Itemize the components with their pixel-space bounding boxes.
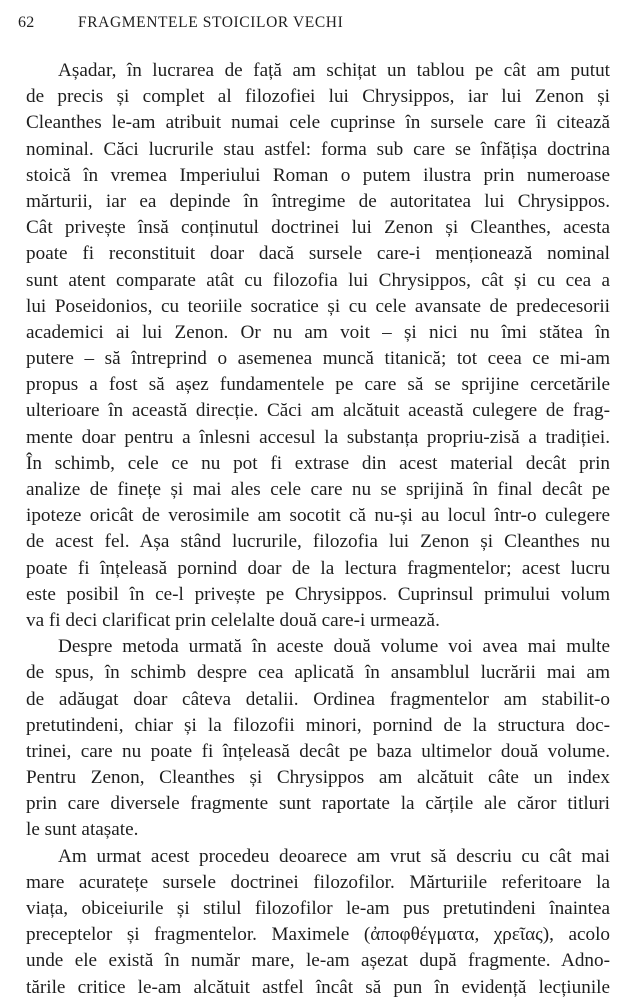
text-line: de acest fel. Așa stând lucrurile, filozofia lui Zenon și Cleanthes nu	[26, 531, 610, 553]
page-number: 62	[18, 14, 35, 31]
text-line: academici ai lui Zenon. Or nu am voit – și nici nu îmi stătea în	[26, 321, 610, 343]
text-line: Cleanthes le-am atribuit numai cele cuprinse în sursele care îi citează	[26, 112, 610, 134]
text-line: Despre metoda urmată în aceste două volume voi avea mai multe	[58, 636, 610, 658]
paragraph	[26, 634, 610, 844]
text-line: de precis și complet al filozofiei lui Chrysippos, iar lui Zenon și	[26, 86, 610, 108]
text-line: lui Poseidonios, cu teoriile socratice și cu cele avansate de predecesorii	[26, 295, 610, 317]
text-line: viața, obiceiurile și stilul filozofilor le-am pus pretutindeni înaintea	[26, 898, 610, 919]
text-line: stoică în vremea Imperiului Roman o putem ilustra prin numeroase	[26, 164, 610, 186]
text-line: În schimb, cele ce nu pot fi extrase din acest material decât prin	[26, 452, 610, 474]
paragraphs	[26, 58, 610, 1000]
text-line: le sunt atașate.	[26, 819, 139, 841]
text-line: analize de finețe și mai ales cele care nu se sprijină în final decât pe	[26, 479, 610, 500]
body-text	[26, 58, 610, 1000]
text-line: sunt atent comparate atât cu filozofia lui Chrysippos, cât și cu cea a	[26, 269, 610, 291]
text-line: Cât privește însă conținutul doctrinei lui Zenon și Cleanthes, acesta	[26, 217, 610, 239]
text-line: Am urmat acest procedeu deoarece am vrut să descriu cu cât mai	[58, 845, 610, 867]
text-line: Așadar, în lucrarea de față am schițat un tablou pe cât am putut	[58, 60, 610, 81]
text-line: mărturii, iar ea depinde în întregime de autoritatea lui Chrysippos.	[26, 190, 610, 212]
text-line: va fi deci clarificat prin celelalte două care-i urmează.	[26, 609, 440, 631]
paragraph	[26, 844, 610, 1000]
text-line: poate fi înțeleasă pornind doar de la lectura fragmentelor; acest lucru	[26, 557, 610, 579]
text-line: ipoteze oricât de verosimile am socotit că nu-și au locul într-o culegere	[26, 505, 610, 527]
text-line: prin care diversele fragmente sunt raportate la cărțile ale căror titluri	[26, 793, 610, 815]
text-line: tările critice le-am alcătuit astfel încât să pun în evidență lecțiunile	[26, 976, 610, 998]
text-line: ulterioare în această direcție. Căci am alcătuit această culegere de frag-	[26, 400, 610, 422]
text-line: de spus, în schimb despre cea aplicată în ansamblul lucrării mai am	[26, 662, 610, 684]
running-title: FRAGMENTELE STOICILOR VECHI	[78, 14, 344, 31]
text-line: mare acuratețe sursele doctrinei filozofilor. Mărturiile referitoare la	[26, 871, 610, 893]
text-line: poate fi reconstituit doar dacă sursele care-i menționează nominal	[26, 243, 610, 265]
text-line: putere – să întreprind o asemenea muncă titanică; tot ceea ce mi-am	[26, 348, 610, 370]
text-line: Pentru Zenon, Cleanthes și Chrysippos am alcătuit câte un index	[26, 767, 610, 789]
text-line: este posibil în ce-l privește pe Chrysippos. Cuprinsul primului volum	[26, 583, 610, 605]
text-line: unde ele există în număr mare, le-am așezat după fragmente. Adno-	[26, 950, 610, 972]
text-line: mente doar pentru a înlesni accesul la substanța propriu-zisă a tradiției.	[26, 426, 610, 448]
text-line: pretutindeni, chiar și la filozofii minori, pornind de la structura doc-	[26, 714, 610, 736]
text-line: propus a fost să așez fundamentele pe care să se sprijine cercetările	[26, 374, 610, 396]
running-head	[18, 10, 605, 36]
text-line: trinei, care nu poate fi înțeleasă decât pe baza ultimelor două volume.	[26, 740, 610, 762]
paragraph	[26, 58, 610, 634]
text-line: nominal. Căci lucrurile stau astfel: forma sub care se înfățișa doctrina	[26, 138, 610, 160]
text-line: preceptelor și fragmentelor. Maximele (ἀποφθέγματα, χρεῖας), acolo	[26, 924, 610, 946]
text-line: de adăugat doar câteva detalii. Ordinea fragmentelor am stabilit-o	[26, 688, 610, 710]
